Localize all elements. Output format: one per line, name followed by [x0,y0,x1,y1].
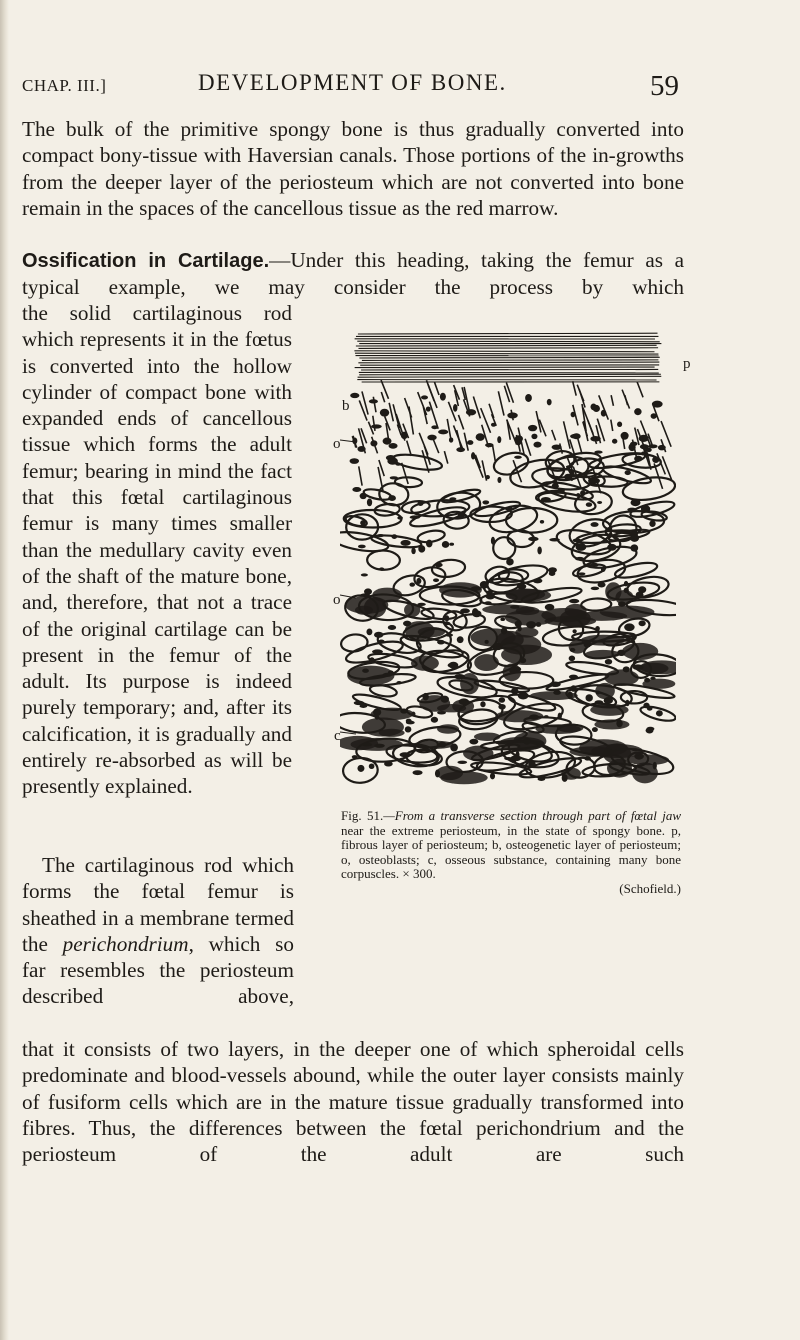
perichondrium-term: perichondrium [62,931,189,956]
binding-edge [0,0,9,1340]
caption-title: —From a transverse section through part of fœtal jaw [383,808,681,823]
perichondrium-text-b: , which so far resembles the periosteum described above, [22,931,294,1009]
section-heading: Ossification in Cartilage. [22,250,270,272]
paragraph-cartilaginous-rod: the solid cartilaginous rod which represents it in the fœtus is converted into the hollow cylinder of compact bone with expanded ends of cancellous tissue which forms the adult femur; bearing in mind the fact that this fœtal cartilaginous femur is many times smaller than the medullary cavity even of the shaft of the mature bone, and, therefore, that not a trace of the original cartilage can be present in the femur of the adult. Its purpose is indeed purely temporary; and, after its calcification, it is gradually and entirely re-absorbed as will be presently explained. [22,301,292,799]
label-b: b [342,398,350,414]
caption-figure-number: Fig. 51. [341,808,384,823]
running-title: DEVELOPMENT OF BONE. [198,70,507,95]
label-p: p [683,356,691,372]
figure-caption [341,809,681,896]
label-o-upper: o [333,436,341,452]
label-o-lower: o [333,592,341,608]
label-c: c [334,728,341,744]
caption-credit: (Schofield.) [619,880,681,896]
paragraph-spongy-bone: The bulk of the primitive spongy bone is thus gradually converted into compact bony-tissue with Haversian canals. Those portions of the in-growths from the deeper layer of the periosteum which are not converted into bone remain in the spaces of the cancellous tissue as the red marrow. [22,117,684,220]
paragraph-perichondrium [22,852,294,1010]
page-number: 59 [650,70,679,102]
paragraph-layers: that it consists of two layers, in the deeper one of which spheroidal cells predominate and blood-vessels abound, while the outer layer consists mainly of fusiform cells which are in the mature tissue gradually transformed into fibres. Thus, the differences between the fœtal perichondrium and the periosteum of the adult are such [22,1037,684,1167]
paragraph-ossification-text: —Under this heading, taking the femur as a typical example, we may consider the process by which [22,248,684,300]
perichondrium-text-a: The cartilaginous rod which forms the fœtal femur is sheathed in a membrane termed the [22,853,294,956]
page-header [22,62,682,102]
figure-51-illustration [340,330,676,790]
chapter-label: CHAP. III.] [22,76,107,95]
paragraph-ossification-intro [22,247,684,301]
caption-text: near the extreme periosteum, in the state of spongy bone. p, fibrous layer of periosteum; b, osteogenetic layer of periosteum; o, osteoblasts; c, osseous substance, containing many bone corpuscles. × 300. [341,822,681,881]
histology-drawing [340,330,676,790]
